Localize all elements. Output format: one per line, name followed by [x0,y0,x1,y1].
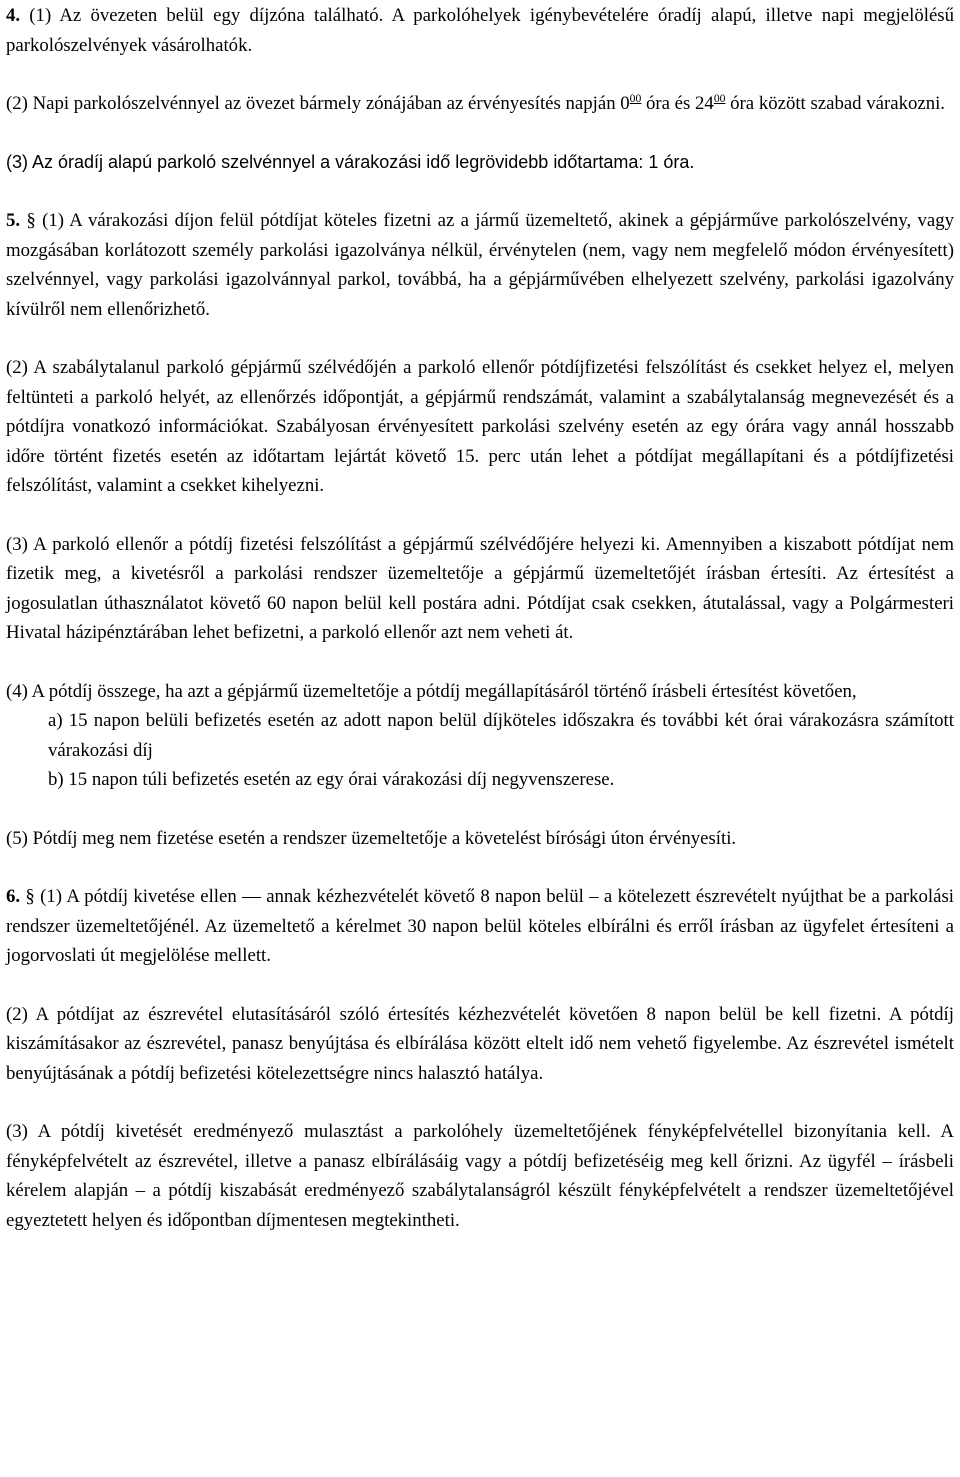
superscript: 00 [713,91,726,105]
section-4-paragraph-3: (3) Az óradíj alapú parkoló szelvénnyel a várakozási idő legrövidebb időtartama: 1 óra. [6,151,695,172]
section-6-paragraph-2: (2) A pótdíjat az észrevétel elutasításáról szóló értesítés kézhezvételét követően 8 napon belül be kell fizetni. A pótdíj kiszámításakor az észrevétel, panasz benyújtása és elbírálása között eltelt idő nem vehető figyelembe. Az észrevétel ismételt benyújtásának a pótdíj befizetési kötelezettségre nincs halasztó hatálya. [6,1003,954,1084]
section-6-paragraph-1 [6,882,954,971]
section-5-paragraph-4: (4) A pótdíj összege, ha azt a gépjármű üzemeltetője a pótdíj megállapításáról történő írásbeli értesítést követően, [6,680,857,702]
paragraph-text: § (1) A pótdíj kivetése ellen — annak kézhezvételét követő 8 napon belül – a kötelezett észrevételt nyújthat be a parkolási rendszer üzemeltetőjénél. Az üzemeltető a kérelmet 30 napon belül köteles elbírálni és erről írásban az ügyfelet értesíteni a jogorvoslati út megjelölése mellett. [6,886,954,966]
paragraph-text: óra között szabad várakozni. [725,93,945,114]
section-4-paragraph-1 [6,1,954,60]
section-5-paragraph-5: (5) Pótdíj meg nem fizetése esetén a rendszer üzemeltetője a követelést bírósági úton érvényesíti. [6,827,737,849]
section-number: 6. [6,886,21,907]
section-number: 5. [6,210,21,231]
section-5-paragraph-3: (3) A parkoló ellenőr a pótdíj fizetési felszólítást a gépjármű szélvédőjére helyezi ki. Amennyiben a kiszabott pótdíjat nem fizetik meg, a kivetésről a parkolási rendszer üzemeltetője a gépjármű üzemeltetőjét írásban értesíti. Az értesítést a jogosulatlan úthasználatot követő 60 napon belül kell postára adni. Pótdíjat csak csekken, átutalással, vagy a Polgármesteri Hivatal házipénztárában lehet befizetni, a parkoló ellenőr azt nem veheti át. [6,533,954,643]
paragraph-text: óra és 24 [641,93,714,114]
section-4-paragraph-2 [6,89,954,119]
list-item-a: a) 15 napon belüli befizetés esetén az adott napon belül díjköteles időszakra és további két órai várakozásra számított várakozási díj [48,710,954,761]
list-item-b: b) 15 napon túli befizetés esetén az egy órai várakozási díj negyvenszerese. [48,769,615,790]
section-5-paragraph-2: (2) A szabálytalanul parkoló gépjármű szélvédőjén a parkoló ellenőr pótdíjfizetési felszólítást és csekket helyez el, melyen feltünteti a parkoló helyét, az ellenőrzés időpontját, a gépjármű rendszámát, valamint a szabálytalanság megnevezését és a pótdíjra vonatkozó információkat. Szabályosan érvényesített parkolási szelvény esetén az egy órára vagy annál hosszabb időre történt fizetés esetén az időtartam lejártát követő 15. perc után lehet a pótdíjat megállapítani és a pótdíjfizetési felszólítást, valamint a csekket kihelyezni. [6,357,954,496]
section-6-paragraph-3: (3) A pótdíj kivetését eredményező mulasztást a parkolóhely üzemeltetőjének fényképfelvétellel bizonyítania kell. A fényképfelvételt az észrevétel, illetve a panasz elbírálásáig vagy a pótdíj befizetéséig meg kell őrizni. Az ügyfél – írásbeli kérelem alapján – a pótdíj kiszabását eredményező szabálytalanságról készült fényképfelvételt a rendszer üzemeltetőjével egyeztetett helyen és időpontban díjmentesen megtekintheti. [6,1121,954,1231]
superscript: 00 [629,91,642,105]
paragraph-text: § (1) A várakozási díjon felül pótdíjat köteles fizetni az a jármű üzemeltető, akinek a gépjárműve parkolószelvény, vagy mozgásában korlátozott személy parkolási igazolványa nélkül, érvénytelen (nem, vagy nem megfelelő módon érvényesített) szelvénnyel, vagy parkolási igazolvánnyal parkol, továbbá, ha a gépjárművében elhelyezett szelvény, parkolási igazolvány kívülről nem ellenőrizhető. [6,210,954,320]
paragraph-text: (2) Napi parkolószelvénnyel az övezet bármely zónájában az érvényesítés napján 0 [6,93,630,114]
section-number: 4. [6,5,21,26]
section-5-paragraph-1 [6,206,954,324]
document-page [0,1,960,1477]
paragraph-text: (1) Az övezeten belül egy díjzóna található. A parkolóhelyek igénybevételére óradíj alapú, illetve napi megjelölésű parkolószelvények vásárolhatók. [6,5,954,56]
